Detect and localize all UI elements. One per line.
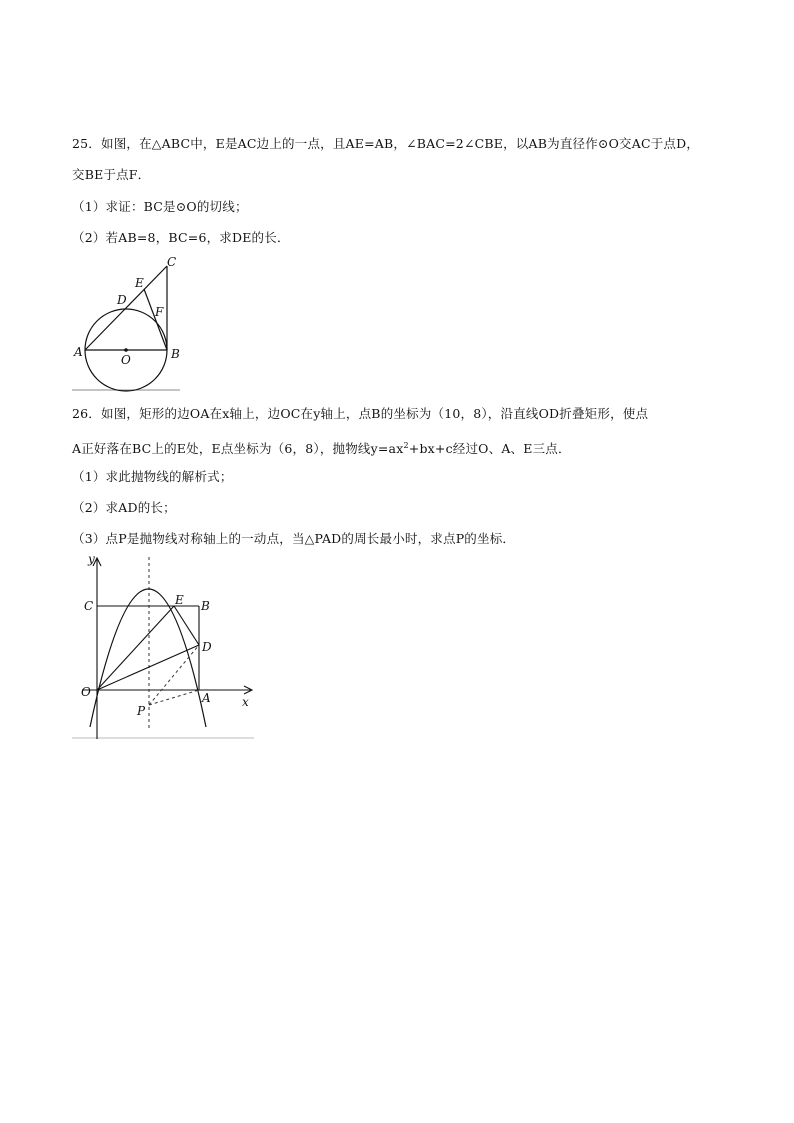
- label-o: O: [81, 685, 91, 699]
- label-y: y: [88, 553, 95, 566]
- segment-od: [97, 645, 199, 690]
- label-o: O: [121, 353, 131, 367]
- label-b: B: [171, 347, 180, 361]
- problem-26-part3: （3）点P是抛物线对称轴上的一动点，当△PAD的周长最小时，求点P的坐标．: [72, 531, 516, 546]
- parabola-formula: [371, 441, 453, 456]
- label-e: E: [175, 593, 184, 607]
- label-c: C: [84, 599, 94, 613]
- formula-exponent: 2: [403, 441, 409, 450]
- formula-part-b: +bx+c: [408, 441, 453, 457]
- label-b: B: [201, 599, 210, 613]
- problem-25-figure: [72, 256, 182, 394]
- circle-triangle-diagram: [72, 256, 182, 394]
- problem-26-figure: [72, 553, 257, 741]
- formula-part-a: y=ax: [370, 441, 404, 457]
- label-a: A: [202, 691, 211, 705]
- problem-26-statement-line2: [72, 437, 734, 458]
- problem-26-line2-text-a: A正好落在BC上的E处，E点坐标为（6，8），抛物线: [72, 441, 371, 457]
- segment-pa: [149, 690, 199, 705]
- parabola-rectangle-diagram: [72, 553, 257, 741]
- center-point-o: [124, 348, 128, 352]
- problem-25-statement-line1: 25．如图，在△ABC中，E是AC边上的一点，且AE=AB，∠BAC=2∠CBE，以AB为直径作⊙O交AC于点D，: [72, 136, 700, 151]
- label-d: D: [117, 293, 127, 307]
- label-a: A: [74, 345, 83, 359]
- segment-oe: [97, 606, 174, 690]
- problem-26-part2: （2）求AD的长；: [72, 500, 176, 515]
- problem-25-statement-line2: 交BE于点F．: [72, 167, 151, 182]
- problem-25-part2: （2）若AB=8，BC=6，求DE的长．: [72, 230, 290, 245]
- problem-26-line2-text-b: 经过O、A、E三点．: [452, 441, 571, 457]
- label-d: D: [202, 640, 212, 654]
- label-c: C: [167, 256, 177, 269]
- segment-be: [144, 289, 167, 350]
- problem-25-part1: （1）求证：BC是⊙O的切线；: [72, 199, 248, 214]
- label-f: F: [155, 305, 164, 319]
- problem-26-statement-line1: 26．如图，矩形的边OA在x轴上，边OC在y轴上，点B的坐标为（10，8），沿直线OD折叠矩形，使点: [72, 406, 649, 421]
- label-p: P: [137, 704, 146, 718]
- label-x: x: [242, 695, 249, 709]
- label-e: E: [135, 276, 144, 290]
- problem-26-part1: （1）求此抛物线的解析式；: [72, 469, 233, 484]
- segment-pd: [149, 645, 199, 705]
